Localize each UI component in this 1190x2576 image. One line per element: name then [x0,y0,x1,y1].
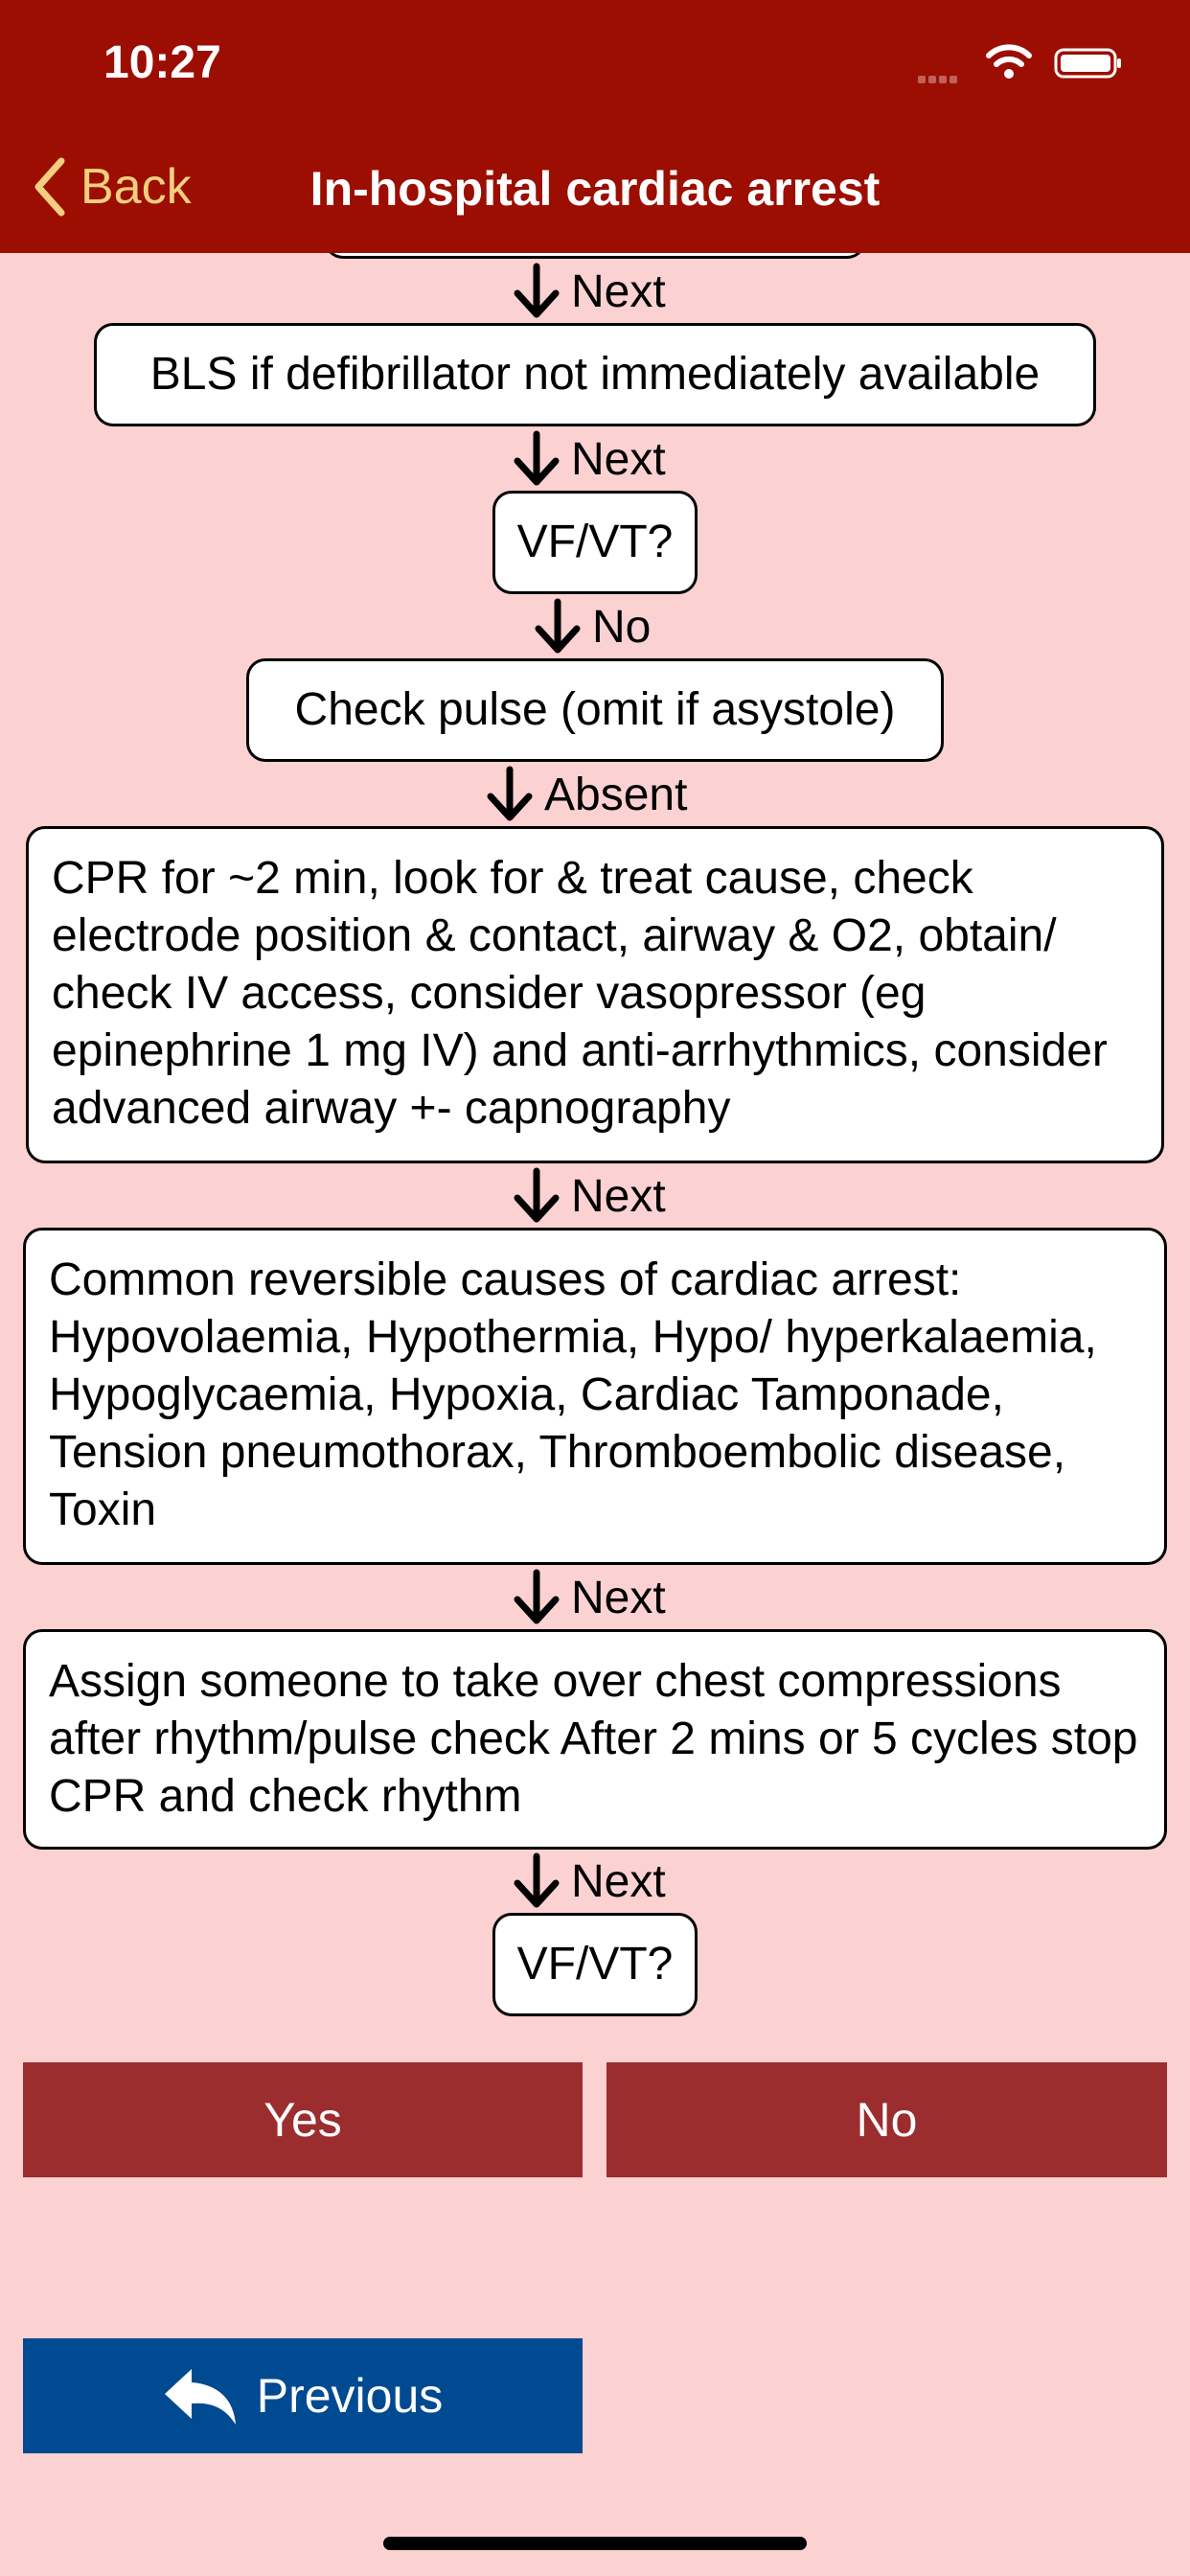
flow-step-vfvt-current [492,1913,698,2016]
connector-label: Next [571,265,666,317]
connector-label: Next [571,1572,666,1623]
status-time: 10:27 [103,37,221,88]
cellular-signal-icon [918,71,960,88]
connector-label: Next [571,433,666,485]
flow-connector [508,1569,666,1626]
arrow-down-icon [529,598,586,656]
arrow-down-icon [508,1569,565,1626]
navigation-bar [0,0,1190,253]
back-button-label: Back [80,159,192,215]
previous-button-label: Previous [256,2369,444,2423]
yes-button-label: Yes [263,2093,342,2147]
flow-connector [508,430,666,488]
flow-step-vfvt [492,491,698,594]
step-text: CPR for ~2 min, look for & treat cause, check electrode position & contact, airway & O2, obtain/ check IV access, consider vasopressor (eg epinephrine 1 mg IV) and anti-arrhythmics, consider advanced airway +- capnography [52,853,1108,1134]
page-title: In-hospital cardiac arrest [309,162,881,216]
step-text: VF/VT? [516,1939,674,1990]
no-button[interactable] [606,2062,1167,2177]
arrow-down-icon [508,430,565,488]
flow-step-check-pulse [246,658,944,762]
step-text: Check pulse (omit if asystole) [294,684,896,735]
connector-label: Next [571,1855,666,1907]
flow-step-reversible-causes [23,1228,1167,1565]
reply-arrow-icon [163,2365,238,2426]
arrow-down-icon [508,1852,565,1910]
step-text: Assign someone to take over chest compressions after rhythm/pulse check After 2 mins or 5 cycles stop CPR and check rhythm [49,1656,1138,1822]
arrow-down-icon [508,263,565,320]
battery-icon [1054,48,1123,79]
flow-connector [508,1167,666,1225]
flow-step-bls [94,323,1096,426]
yes-button[interactable] [23,2062,583,2177]
wifi-icon [985,42,1033,80]
no-button-label: No [856,2093,918,2147]
previous-button[interactable] [23,2338,583,2453]
connector-label: Absent [544,769,688,820]
flow-connector [481,766,687,823]
step-text: VF/VT? [516,517,674,567]
connector-label: No [592,601,652,653]
arrow-down-icon [481,766,538,823]
flow-step-assign [23,1629,1167,1850]
flow-connector [508,1852,666,1910]
step-text: Common reversible causes of cardiac arrest: Hypovolaemia, Hypothermia, Hypo/ hyperkalaemia, Hypoglycaemia, Hypoxia, Cardiac Tamponade, Tension pneumothorax, Thromboembolic disease, Toxin [49,1254,1097,1535]
flow-connector [529,598,651,656]
connector-label: Next [571,1170,666,1222]
step-text: BLS if defibrillator not immediately available [149,349,1041,400]
home-indicator [383,2537,807,2550]
flow-connector [508,263,666,320]
flow-step-cpr [26,826,1164,1163]
arrow-down-icon [508,1167,565,1225]
